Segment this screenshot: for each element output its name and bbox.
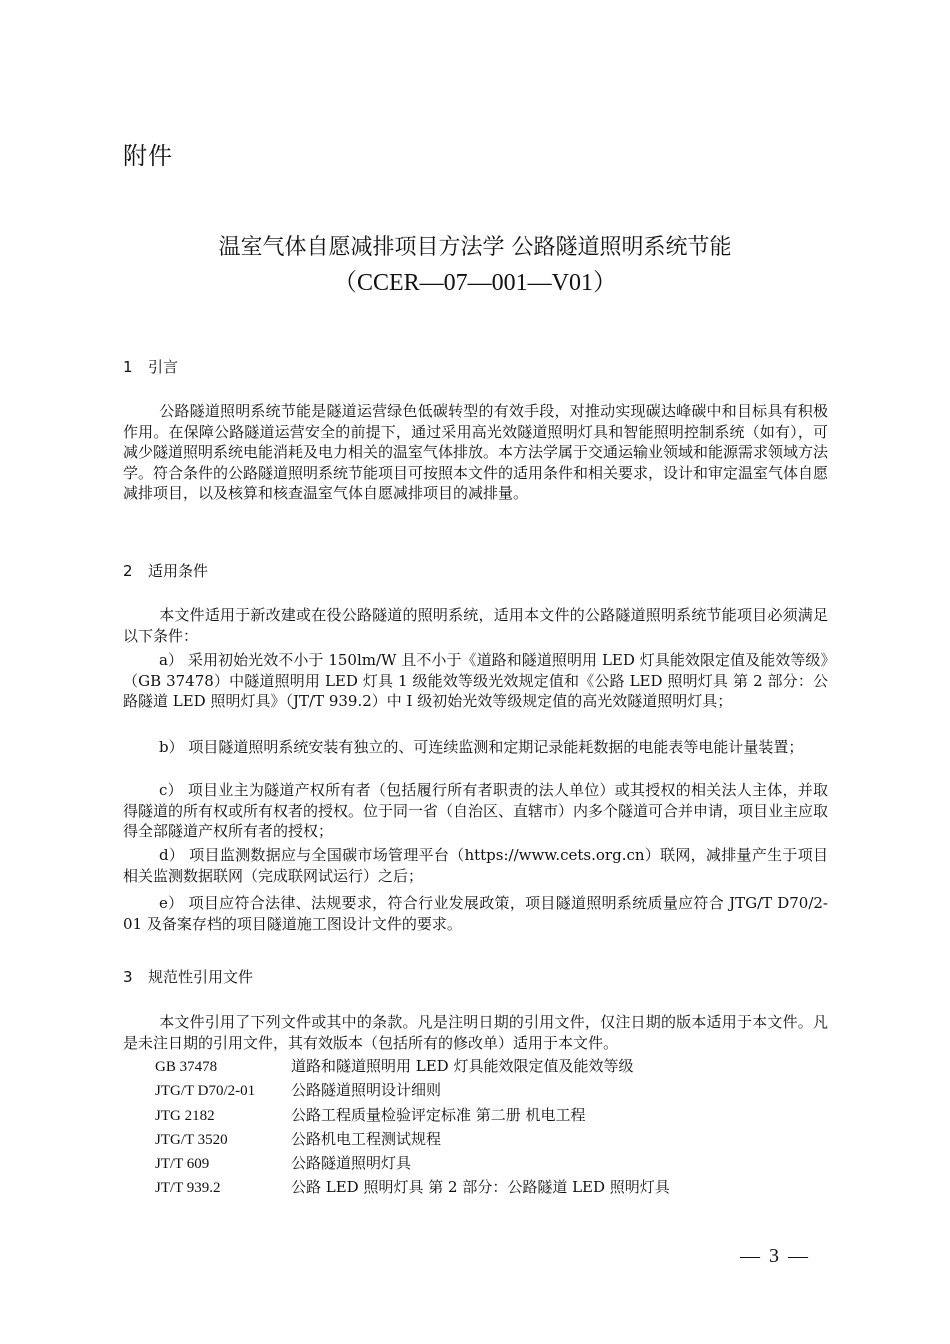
- reference-title: 公路隧道照明设计细则: [291, 1081, 442, 1100]
- section-heading: [123, 356, 178, 377]
- reference-code: JTG/T 3520: [155, 1131, 228, 1148]
- list-item-text: 项目隧道照明系统安装有独立的、可连续监测和定期记录能耗数据的电能表等电能计量装置；: [188, 738, 804, 756]
- list-item-label: a）: [159, 651, 184, 669]
- reference-code: JTG/T D70/2-01: [155, 1083, 256, 1100]
- reference-code: GB 37478: [155, 1059, 218, 1075]
- section-title: 适用条件: [148, 562, 209, 580]
- paragraph: [123, 401, 828, 504]
- reference-code: JT/T 939.2: [155, 1180, 221, 1197]
- reference-row: [155, 1153, 670, 1177]
- list-item-label: c）: [159, 781, 183, 799]
- section-number: 2: [123, 562, 133, 580]
- document-code: （CCER—07—001—V01）: [332, 270, 617, 296]
- reference-row: [155, 1129, 670, 1153]
- list-item: [123, 650, 828, 712]
- list-item: [123, 845, 828, 886]
- list-item-label: d）: [159, 846, 185, 864]
- reference-row: [155, 1056, 670, 1080]
- reference-list: [155, 1056, 670, 1202]
- section-number: 3: [123, 968, 133, 986]
- paragraph: [123, 1012, 828, 1053]
- reference-row: [155, 1177, 670, 1201]
- reference-row: [155, 1105, 670, 1129]
- reference-title: 公路工程质量检验评定标准 第二册 机电工程: [291, 1105, 586, 1124]
- reference-title: 公路 LED 照明灯具 第 2 部分：公路隧道 LED 照明灯具: [291, 1178, 670, 1197]
- reference-code: JTG 2182: [155, 1107, 215, 1124]
- list-item-label: e）: [159, 894, 184, 912]
- reference-title: 道路和隧道照明用 LED 灯具能效限定值及能效等级: [291, 1057, 634, 1075]
- paragraph-text: 本文件适用于新改建或在役公路隧道的照明系统，适用本文件的公路隧道照明系统节能项目必须满足以下条件：: [123, 606, 828, 645]
- paragraph-text: 本文件引用了下列文件或其中的条款。凡是注明日期的引用文件，仅注日期的版本适用于本文件。凡是未注日期的引用文件，其有效版本（包括所有的修改单）适用于本文件。: [123, 1013, 828, 1052]
- reference-row: [155, 1080, 670, 1104]
- list-item-label: b）: [159, 738, 184, 756]
- list-item-text: 采用初始光效不小于 150lm/W 且不小于《道路和隧道照明用 LED 灯具能效限定值及能效等级》（GB 37478）中隧道照明用 LED 灯具 1 级能效等级光效规定值和《公路 LED 照明灯具 第 2 部分：公路隧道 LED 照明灯具》（JT/T 939.2）中 I 级初始光效等级规定值的高光效隧道照明灯具；: [123, 651, 828, 710]
- section-title: 引言: [148, 358, 179, 376]
- reference-title: 公路隧道照明灯具: [291, 1154, 412, 1173]
- reference-title: 公路机电工程测试规程: [291, 1129, 442, 1148]
- document-title: 温室气体自愿减排项目方法学 公路隧道照明系统节能: [218, 235, 732, 260]
- list-item-text: 项目监测数据应与全国碳市场管理平台（https://www.cets.org.cn）联网，减排量产生于项目相关监测数据联网（完成联网试运行）之后；: [123, 846, 828, 885]
- paragraph-text: 公路隧道照明系统节能是隧道运营绿色低碳转型的有效手段，对推动实现碳达峰碳中和目标具有积极作用。在保障公路隧道运营安全的前提下，通过采用高光效隧道照明灯具和智能照明控制系统（如有），可减少隧道照明系统电能消耗及电力相关的温室气体排放。本方法学属于交通运输业领域和能源需求领域方法学。符合条件的公路隧道照明系统节能项目可按照本文件的适用条件和相关要求，设计和审定温室气体自愿减排项目，以及核算和核查温室气体自愿减排项目的减排量。: [123, 402, 829, 502]
- list-item: [123, 893, 828, 934]
- list-item-text: 项目应符合法律、法规要求，符合行业发展政策，项目隧道照明系统质量应符合 JTG/T D70/2-01 及备案存档的项目隧道施工图设计文件的要求。: [123, 894, 828, 933]
- list-item: [123, 737, 828, 758]
- reference-code: JT/T 609: [155, 1156, 210, 1173]
- section-number: 1: [123, 358, 133, 376]
- annex-label: 附件: [123, 142, 173, 170]
- page-number: — 3 —: [740, 1245, 810, 1267]
- section-heading: [123, 560, 208, 581]
- section-heading: [123, 966, 253, 987]
- paragraph: [123, 605, 828, 646]
- section-title: 规范性引用文件: [148, 968, 254, 986]
- list-item: [123, 780, 828, 842]
- list-item-text: 项目业主为隧道产权所有者（包括履行所有者职责的法人单位）或其授权的相关法人主体，并取得隧道的所有权或所有权者的授权。位于同一省（自治区、直辖市）内多个隧道可合并申请，项目业主应取得全部隧道产权所有者的授权；: [123, 781, 829, 840]
